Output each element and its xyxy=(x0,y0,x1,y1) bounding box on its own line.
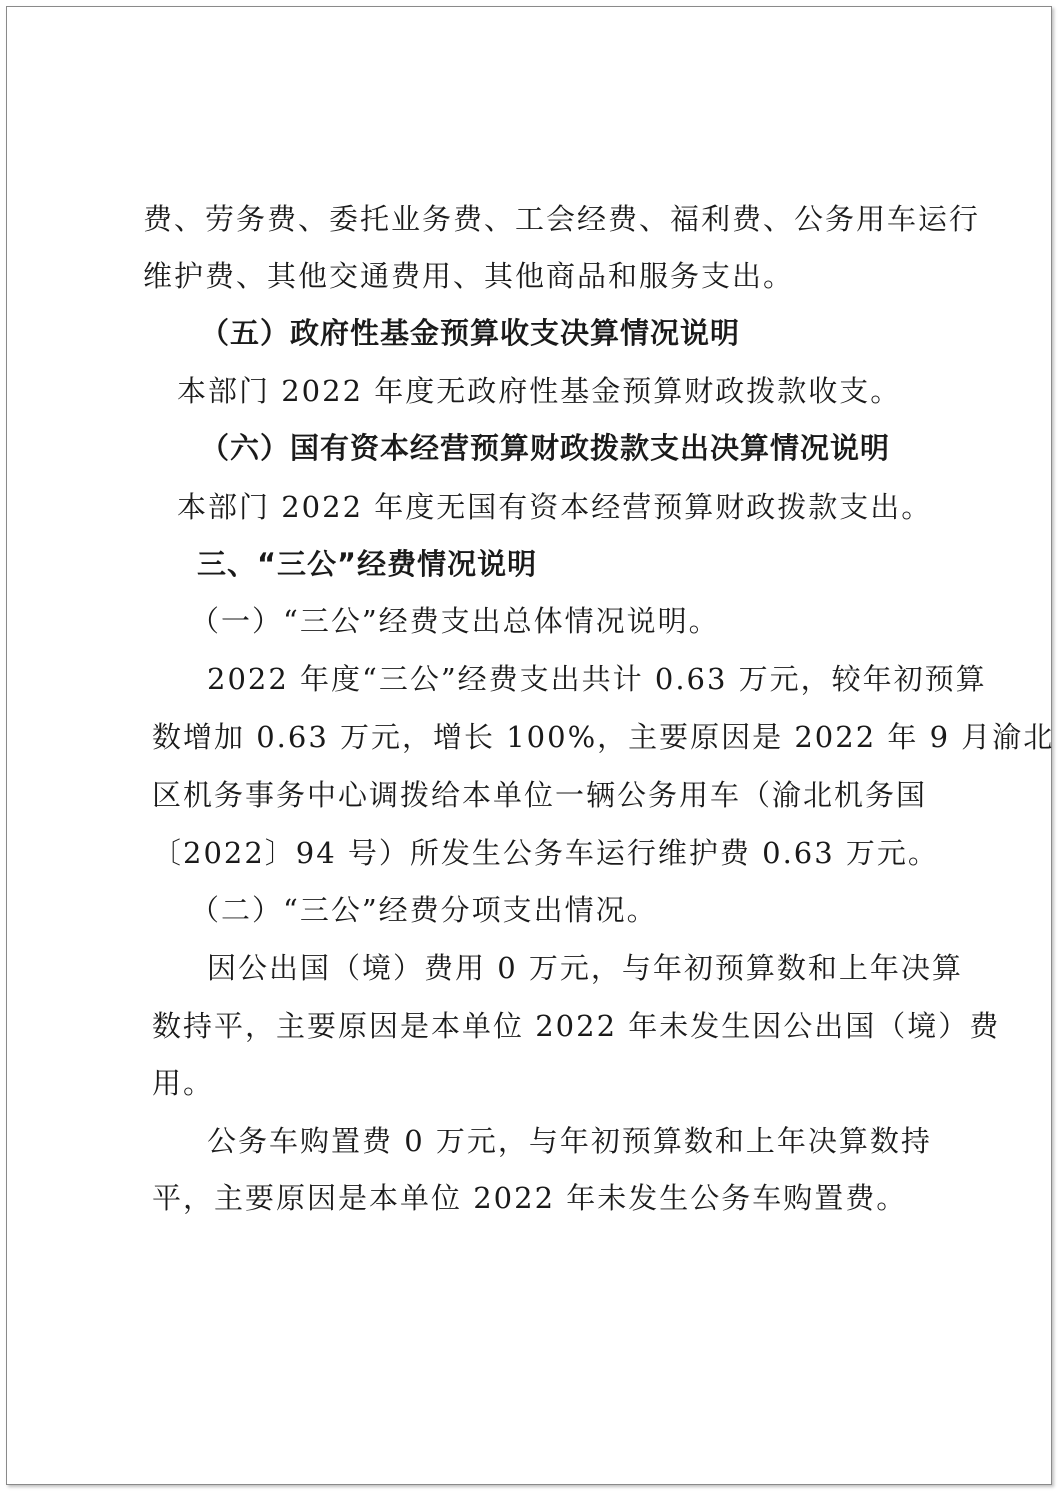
paragraph-line: 费、劳务费、委托业务费、工会经费、福利费、公务用车运行 xyxy=(143,202,981,236)
paragraph-line: 因公出国（境）费用 0 万元，与年初预算数和上年决算 xyxy=(207,951,963,985)
paragraph-line: 本部门 2022 年度无国有资本经营预算财政拨款支出。 xyxy=(177,490,933,524)
paragraph-line: 本部门 2022 年度无政府性基金预算财政拨款收支。 xyxy=(177,374,902,408)
subsection-heading: （一）“三公”经费支出总体情况说明。 xyxy=(190,604,720,638)
section-heading: （五）政府性基金预算收支决算情况说明 xyxy=(200,316,741,350)
chapter-heading: 三、“三公”经费情况说明 xyxy=(197,547,538,581)
paragraph-line: 公务车购置费 0 万元，与年初预算数和上年决算数持 xyxy=(207,1124,932,1158)
paragraph-line: 平，主要原因是本单位 2022 年未发生公务车购置费。 xyxy=(152,1181,908,1215)
paragraph-line: 2022 年度“三公”经费支出共计 0.63 万元，较年初预算 xyxy=(207,662,987,696)
section-heading: （六）国有资本经营预算财政拨款支出决算情况说明 xyxy=(200,431,891,465)
paragraph-line: 数增加 0.63 万元，增长 100%，主要原因是 2022 年 9 月渝北 xyxy=(152,720,1055,754)
paragraph-line: 数持平，主要原因是本单位 2022 年未发生因公出国（境）费 xyxy=(152,1009,1001,1043)
paragraph-line: 〔2022〕94 号）所发生公务车运行维护费 0.63 万元。 xyxy=(152,836,939,870)
paragraph-line: 区机务事务中心调拨给本单位一辆公务用车（渝北机务国 xyxy=(152,778,928,812)
paragraph-line: 维护费、其他交通费用、其他商品和服务支出。 xyxy=(143,259,795,293)
paragraph-line: 用。 xyxy=(152,1066,215,1100)
subsection-heading: （二）“三公”经费分项支出情况。 xyxy=(190,893,658,927)
